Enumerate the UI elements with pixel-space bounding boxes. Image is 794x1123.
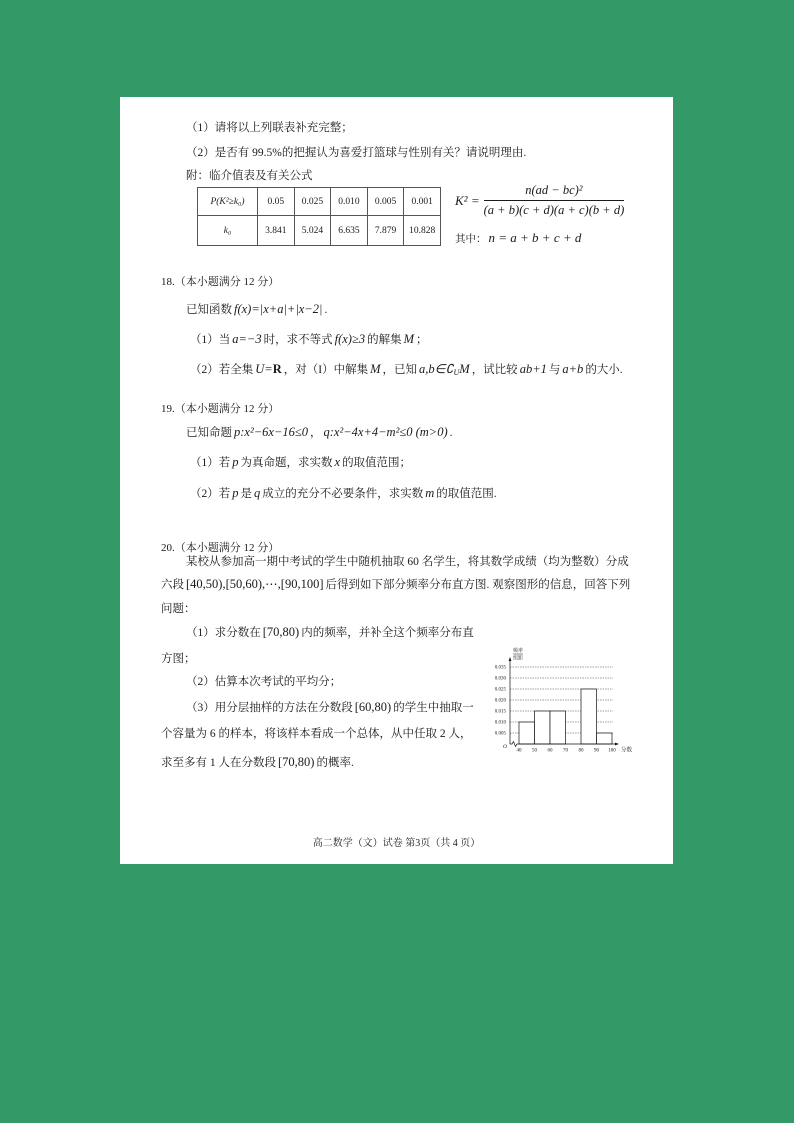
y-tick-label: 0.025 [494,687,506,693]
x-axis-arrow [615,743,619,746]
q20-stem-line-1: 某校从参加高一期中考试的学生中随机抽取 60 名学生，将其数学成绩（均为整数）分成 [186,556,629,568]
x-tick-label: 90 [594,748,599,754]
histogram-bar [535,711,551,744]
x-tick-label: 60 [547,748,553,754]
text: ，对（I）中解集 [283,364,369,376]
math: [70,80) [262,625,300,639]
table-header-cell: P(K²≥k₀) [198,188,258,216]
x-tick-label: 40 [516,748,522,754]
math: m [425,486,435,500]
formula-denominator: (a + b)(c + d)(a + c)(b + d) [483,203,625,217]
y-axis-arrow [509,657,512,661]
frequency-histogram [485,645,637,757]
math: f(x)≥3 [334,332,366,346]
where-expression: n = a + b + c + d [488,230,582,245]
appendix-label: 附：临介值表及有关公式 [186,170,313,182]
table-row-probability [198,188,441,216]
text: 的取值范围. [436,488,497,500]
math: a,b∈∁ [419,362,454,376]
y-tick-label: 0.010 [494,720,506,726]
math: M [459,362,470,376]
math: U= [255,362,273,376]
q19-stem [186,425,452,440]
q18-stem [186,302,327,317]
math: M [370,362,381,376]
table-cell: 0.025 [294,188,331,216]
x-tick-label: 50 [532,748,537,754]
math: [40,50),[50,60),⋯,[90,100] [186,577,324,591]
text: 六段 [161,579,184,591]
y-axis-label-bottom: 组距 [513,656,524,662]
text: （2）若全集 [190,364,254,376]
text: 的概率. [316,757,354,769]
y-tick-label: 0.030 [494,676,506,682]
y-axis-label-top: 频率 [513,649,524,654]
table-cell: 7.879 [367,216,404,246]
q20-stem-line-2 [161,577,630,592]
critical-value-table [197,187,441,246]
formula-fraction [484,183,625,218]
y-tick-label: 0.035 [494,665,506,671]
math-subscript: U [453,368,460,377]
formula-lhs: K² = [455,192,480,208]
k-squared-formula [455,183,624,218]
text: （1）当 [190,334,231,346]
text: 是 [240,488,252,500]
text: 与 [548,364,561,376]
math: a=−3 [232,332,262,346]
math: [70,80) [278,755,315,769]
text: 的学生中抽取一 [393,702,474,714]
math: q:x²−4x+4−m²≤0 (m>0) [323,425,448,439]
math: f(x)=|x+a|+|x−2| [234,302,323,316]
math: x [334,455,341,469]
text: 后得到如下部分频率分布直方图. 观察图形的信息，回答下列 [325,579,631,591]
q20-heading: 20.（本小题满分 12 分） [161,542,280,554]
y-tick-label: 0.005 [494,731,506,737]
y-tick-label: 0.015 [494,709,506,715]
q20-part-3 [186,700,474,715]
q18-part-2 [190,362,623,377]
where-label: 其中： [455,234,487,245]
q18-part-1 [190,332,428,347]
table-cell: 0.05 [258,188,295,216]
q20-part-1 [186,625,474,640]
q20-part-2: （2）估算本次考试的平均分； [186,676,342,688]
text: . [449,427,453,439]
q19-part-1 [190,455,411,470]
formula-numerator: n(ad − bc)² [484,183,625,201]
table-cell: 5.024 [294,216,331,246]
text: . [324,304,328,316]
text: 已知函数 [186,304,232,316]
text: ，已知 [382,364,418,376]
table-cell: 3.841 [258,216,295,246]
histogram-bar [597,733,613,744]
table-cell: 6.635 [331,216,368,246]
histogram-bar [581,689,597,744]
math: M [403,332,415,346]
text: 成立的充分不必要条件，求实数 [262,488,424,500]
page-footer: 高二数学（文）试卷 第3页（共 4 页） [312,838,481,849]
math: p [232,486,239,500]
formula-where-line [455,230,583,248]
text: 的大小. [585,364,623,376]
text: 为真命题，求实数 [240,457,333,469]
text: 已知命题 [186,427,232,439]
math: a+b [562,362,584,376]
text: （1）求分数在 [186,627,261,639]
text: 的解集 [367,334,402,346]
math-bold: R [272,362,282,376]
exam-page [120,97,673,864]
text: 内的频率，并补全这个频率分布直 [301,627,474,639]
q20-stem-line-3: 问题： [161,603,196,615]
text: （1）若 [190,457,231,469]
text: ； [416,334,428,346]
origin-label: O [503,744,507,750]
q20-part-3-continued: 个容量为 6 的样本，将该样本看成一个总体，从中任取 2 人， [161,728,472,740]
x-tick-label: 70 [563,748,568,754]
x-tick-label: 80 [578,748,584,754]
table-cell: 0.001 [404,188,441,216]
text: （2）若 [190,488,231,500]
table-cell: 0.010 [331,188,368,216]
q19-part-2 [190,486,497,501]
text: ， [310,427,322,439]
table-header-cell: k₀ [198,216,258,246]
q20-part-1-continued: 方图； [161,653,196,665]
text: （3）用分层抽样的方法在分数段 [186,702,353,714]
math: ab+1 [519,362,547,376]
math: p [232,455,239,469]
q19-heading: 19.（本小题满分 12 分） [161,403,280,415]
x-axis-label: 分数 [621,747,633,754]
text: 的取值范围； [342,457,412,469]
histogram-bar [550,711,566,744]
y-tick-label: 0.020 [494,698,506,704]
math: p:x²−6x−16≤0 [234,425,308,439]
table-cell: 0.005 [367,188,404,216]
histogram-bar [519,722,535,744]
x-tick-label: 100 [608,748,616,754]
table-row-critical-value [198,216,441,246]
text: 时，求不等式 [263,334,333,346]
q18-heading: 18.（本小题满分 12 分） [161,276,280,288]
table-cell: 10.828 [404,216,441,246]
q17-part-1: （1）请将以上列联表补充完整； [186,122,353,134]
math: q [254,486,261,500]
text: 求至多有 1 人在分数段 [161,757,276,769]
q17-part-2: （2）是否有 99.5%的把握认为喜爱打篮球与性别有关？请说明理由. [186,147,527,159]
text: ，试比较 [471,364,518,376]
math: [60,80) [354,700,392,714]
q20-part-3-final [161,755,354,770]
